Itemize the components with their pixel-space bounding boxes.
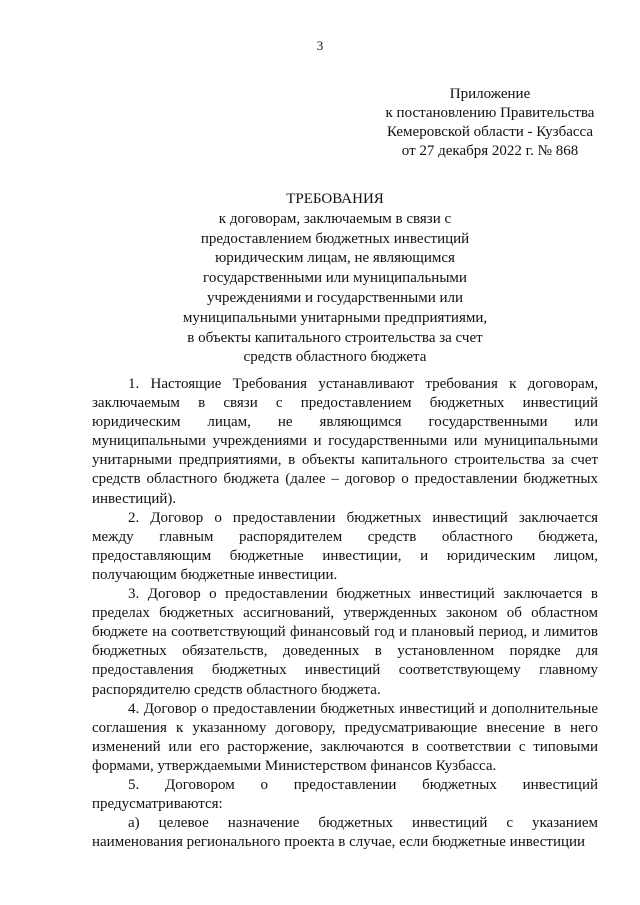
annex-header (380, 85, 600, 161)
document-title (170, 190, 500, 368)
annex-line: от 27 декабря 2022 г. № 868 (401, 143, 579, 159)
document-body (92, 375, 598, 852)
title-line: юридическим лицам, не являющимся (215, 250, 455, 267)
annex-line: к постановлению Правительства (385, 105, 595, 121)
paragraph: 3. Договор о предоставлении бюджетных инвестиций заключается в пределах бюджетных ассигнований, утвержденных законом об областном бюджете на соответствующий финансовый год и плановый период, и лимитов бюджетных обязательств, доведенных в установленном порядке для предоставления бюджетных инвестиций соответствующему главному распорядителю средств областного бюджета. (92, 586, 598, 698)
page-number: 3 (316, 38, 324, 53)
paragraph: 2. Договор о предоставлении бюджетных инвестиций заключается между главным распорядителем средств областного бюджета, предоставляющим бюджетные инвестиции, и юридическим лицом, получающим бюджетные инвестиции. (92, 509, 598, 583)
paragraph: 4. Договор о предоставлении бюджетных инвестиций и дополнительные соглашения к указанному договору, предусматривающие внесение в него изменений или его расторжение, заключаются в соответствии с типовыми формами, утверждаемыми Министерством финансов Кузбасса. (92, 700, 598, 774)
title-line: к договорам, заключаемым в связи с (218, 210, 452, 227)
title-line: муниципальными унитарными предприятиями, (182, 309, 488, 326)
annex-line: Кемеровской области - Кузбасса (386, 124, 594, 140)
title-line: учреждениями и государственными или (206, 289, 464, 306)
title-line: предоставлением бюджетных инвестиций (200, 230, 470, 247)
title-line: средств областного бюджета (243, 349, 427, 366)
paragraph: 5. Договором о предоставлении бюджетных инвестиций предусматриваются: (92, 776, 598, 813)
annex-line: Приложение (449, 86, 531, 102)
paragraph: а) целевое назначение бюджетных инвестиций с указанием наименования регионального проекта в случае, если бюджетные инвестиции (92, 815, 598, 851)
paragraph: 1. Настоящие Требования устанавливают требования к договорам, заключаемым в связи с предоставлением бюджетных инвестиций юридическим лицам, не являющимся государственными или муниципальными учреждениями и государственными или муниципальными унитарными предприятиями, в объекты капитального строительства за счет средств областного бюджета (далее – договор о предоставлении бюджетных инвестиций). (92, 376, 598, 507)
title-line: государственными или муниципальными (203, 270, 467, 287)
title-line: в объекты капитального строительства за счет (187, 329, 483, 346)
title-heading: ТРЕБОВАНИЯ (286, 191, 384, 207)
